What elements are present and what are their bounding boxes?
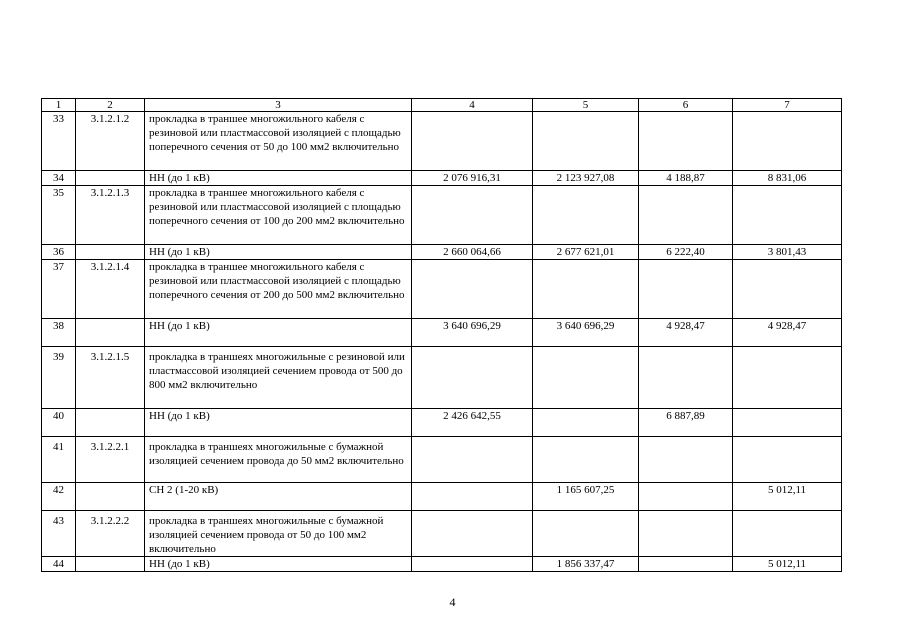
table-row [42, 557, 842, 572]
value-col-4 [412, 557, 533, 572]
value-col-5 [533, 112, 639, 171]
header-cell: 5 [533, 99, 639, 112]
value-col-6 [639, 112, 733, 171]
table-row [42, 409, 842, 437]
value-col-4 [412, 347, 533, 409]
header-cell: 2 [76, 99, 145, 112]
row-number: 39 [42, 347, 76, 409]
value-col-5 [533, 347, 639, 409]
row-description: НН (до 1 кВ) [145, 557, 412, 572]
value-col-6 [639, 347, 733, 409]
row-description: прокладка в траншеях многожильные с бумажной изоляцией сечением провода от 50 до 100 мм2 включительно [145, 511, 412, 557]
row-number: 42 [42, 483, 76, 511]
row-description: СН 2 (1-20 кВ) [145, 483, 412, 511]
value-col-4: 2 076 916,31 [412, 171, 533, 186]
row-description: НН (до 1 кВ) [145, 171, 412, 186]
value-col-6 [639, 260, 733, 319]
value-col-7 [733, 112, 842, 171]
row-code: 3.1.2.1.3 [76, 186, 145, 245]
header-cell: 7 [733, 99, 842, 112]
value-col-7: 5 012,11 [733, 557, 842, 572]
table-row [42, 171, 842, 186]
row-description: НН (до 1 кВ) [145, 245, 412, 260]
table-row [42, 245, 842, 260]
row-number: 36 [42, 245, 76, 260]
value-col-6: 6 887,89 [639, 409, 733, 437]
value-col-6 [639, 186, 733, 245]
row-description: прокладка в траншее многожильного кабеля с резиновой или пластмассовой изоляцией с площадью поперечного сечения от 100 до 200 мм2 включительно [145, 186, 412, 245]
value-col-5: 2 677 621,01 [533, 245, 639, 260]
row-description: прокладка в траншеях многожильные с резиновой или пластмассовой изоляцией сечением провода от 500 до 800 мм2 включительно [145, 347, 412, 409]
row-number: 34 [42, 171, 76, 186]
value-col-4 [412, 186, 533, 245]
value-col-5 [533, 260, 639, 319]
row-number: 44 [42, 557, 76, 572]
header-cell: 4 [412, 99, 533, 112]
table-row [42, 260, 842, 319]
value-col-5 [533, 409, 639, 437]
value-col-7 [733, 260, 842, 319]
value-col-6 [639, 437, 733, 483]
value-col-4: 2 426 642,55 [412, 409, 533, 437]
value-col-7: 3 801,43 [733, 245, 842, 260]
row-code: 3.1.2.2.1 [76, 437, 145, 483]
row-number: 38 [42, 319, 76, 347]
row-code: 3.1.2.1.2 [76, 112, 145, 171]
table-row [42, 511, 842, 557]
table-row [42, 186, 842, 245]
row-description: прокладка в траншее многожильного кабеля с резиновой или пластмассовой изоляцией с площадью поперечного сечения от 200 до 500 мм2 включительно [145, 260, 412, 319]
table-row [42, 347, 842, 409]
row-code [76, 557, 145, 572]
row-description: НН (до 1 кВ) [145, 409, 412, 437]
row-code [76, 171, 145, 186]
value-col-6: 4 188,87 [639, 171, 733, 186]
value-col-4 [412, 483, 533, 511]
value-col-5 [533, 186, 639, 245]
value-col-7 [733, 347, 842, 409]
row-code [76, 483, 145, 511]
table-row [42, 437, 842, 483]
row-description: НН (до 1 кВ) [145, 319, 412, 347]
value-col-5: 1 165 607,25 [533, 483, 639, 511]
value-col-7 [733, 511, 842, 557]
value-col-5: 1 856 337,47 [533, 557, 639, 572]
value-col-5: 2 123 927,08 [533, 171, 639, 186]
header-cell: 1 [42, 99, 76, 112]
data-table [41, 98, 842, 572]
row-code [76, 245, 145, 260]
value-col-4 [412, 112, 533, 171]
value-col-5 [533, 437, 639, 483]
row-code [76, 319, 145, 347]
value-col-7 [733, 409, 842, 437]
row-code: 3.1.2.1.4 [76, 260, 145, 319]
page-number: 4 [449, 595, 456, 609]
value-col-4 [412, 437, 533, 483]
value-col-4 [412, 511, 533, 557]
row-description: прокладка в траншее многожильного кабеля с резиновой или пластмассовой изоляцией с площадью поперечного сечения от 50 до 100 мм2 включительно [145, 112, 412, 171]
row-number: 37 [42, 260, 76, 319]
row-number: 40 [42, 409, 76, 437]
table-header-row [42, 99, 842, 112]
row-code [76, 409, 145, 437]
value-col-7 [733, 186, 842, 245]
value-col-7: 5 012,11 [733, 483, 842, 511]
row-description: прокладка в траншеях многожильные с бумажной изоляцией сечением провода до 50 мм2 включительно [145, 437, 412, 483]
value-col-4: 2 660 064,66 [412, 245, 533, 260]
row-number: 35 [42, 186, 76, 245]
value-col-4: 3 640 696,29 [412, 319, 533, 347]
table-row [42, 319, 842, 347]
value-col-6 [639, 557, 733, 572]
value-col-7 [733, 437, 842, 483]
table-row [42, 483, 842, 511]
table-row [42, 112, 842, 171]
row-number: 43 [42, 511, 76, 557]
header-cell: 3 [145, 99, 412, 112]
value-col-7: 8 831,06 [733, 171, 842, 186]
row-code: 3.1.2.2.2 [76, 511, 145, 557]
value-col-6 [639, 483, 733, 511]
value-col-6: 6 222,40 [639, 245, 733, 260]
row-number: 41 [42, 437, 76, 483]
value-col-5: 3 640 696,29 [533, 319, 639, 347]
value-col-6: 4 928,47 [639, 319, 733, 347]
value-col-4 [412, 260, 533, 319]
header-cell: 6 [639, 99, 733, 112]
value-col-6 [639, 511, 733, 557]
row-number: 33 [42, 112, 76, 171]
value-col-5 [533, 511, 639, 557]
value-col-7: 4 928,47 [733, 319, 842, 347]
row-code: 3.1.2.1.5 [76, 347, 145, 409]
